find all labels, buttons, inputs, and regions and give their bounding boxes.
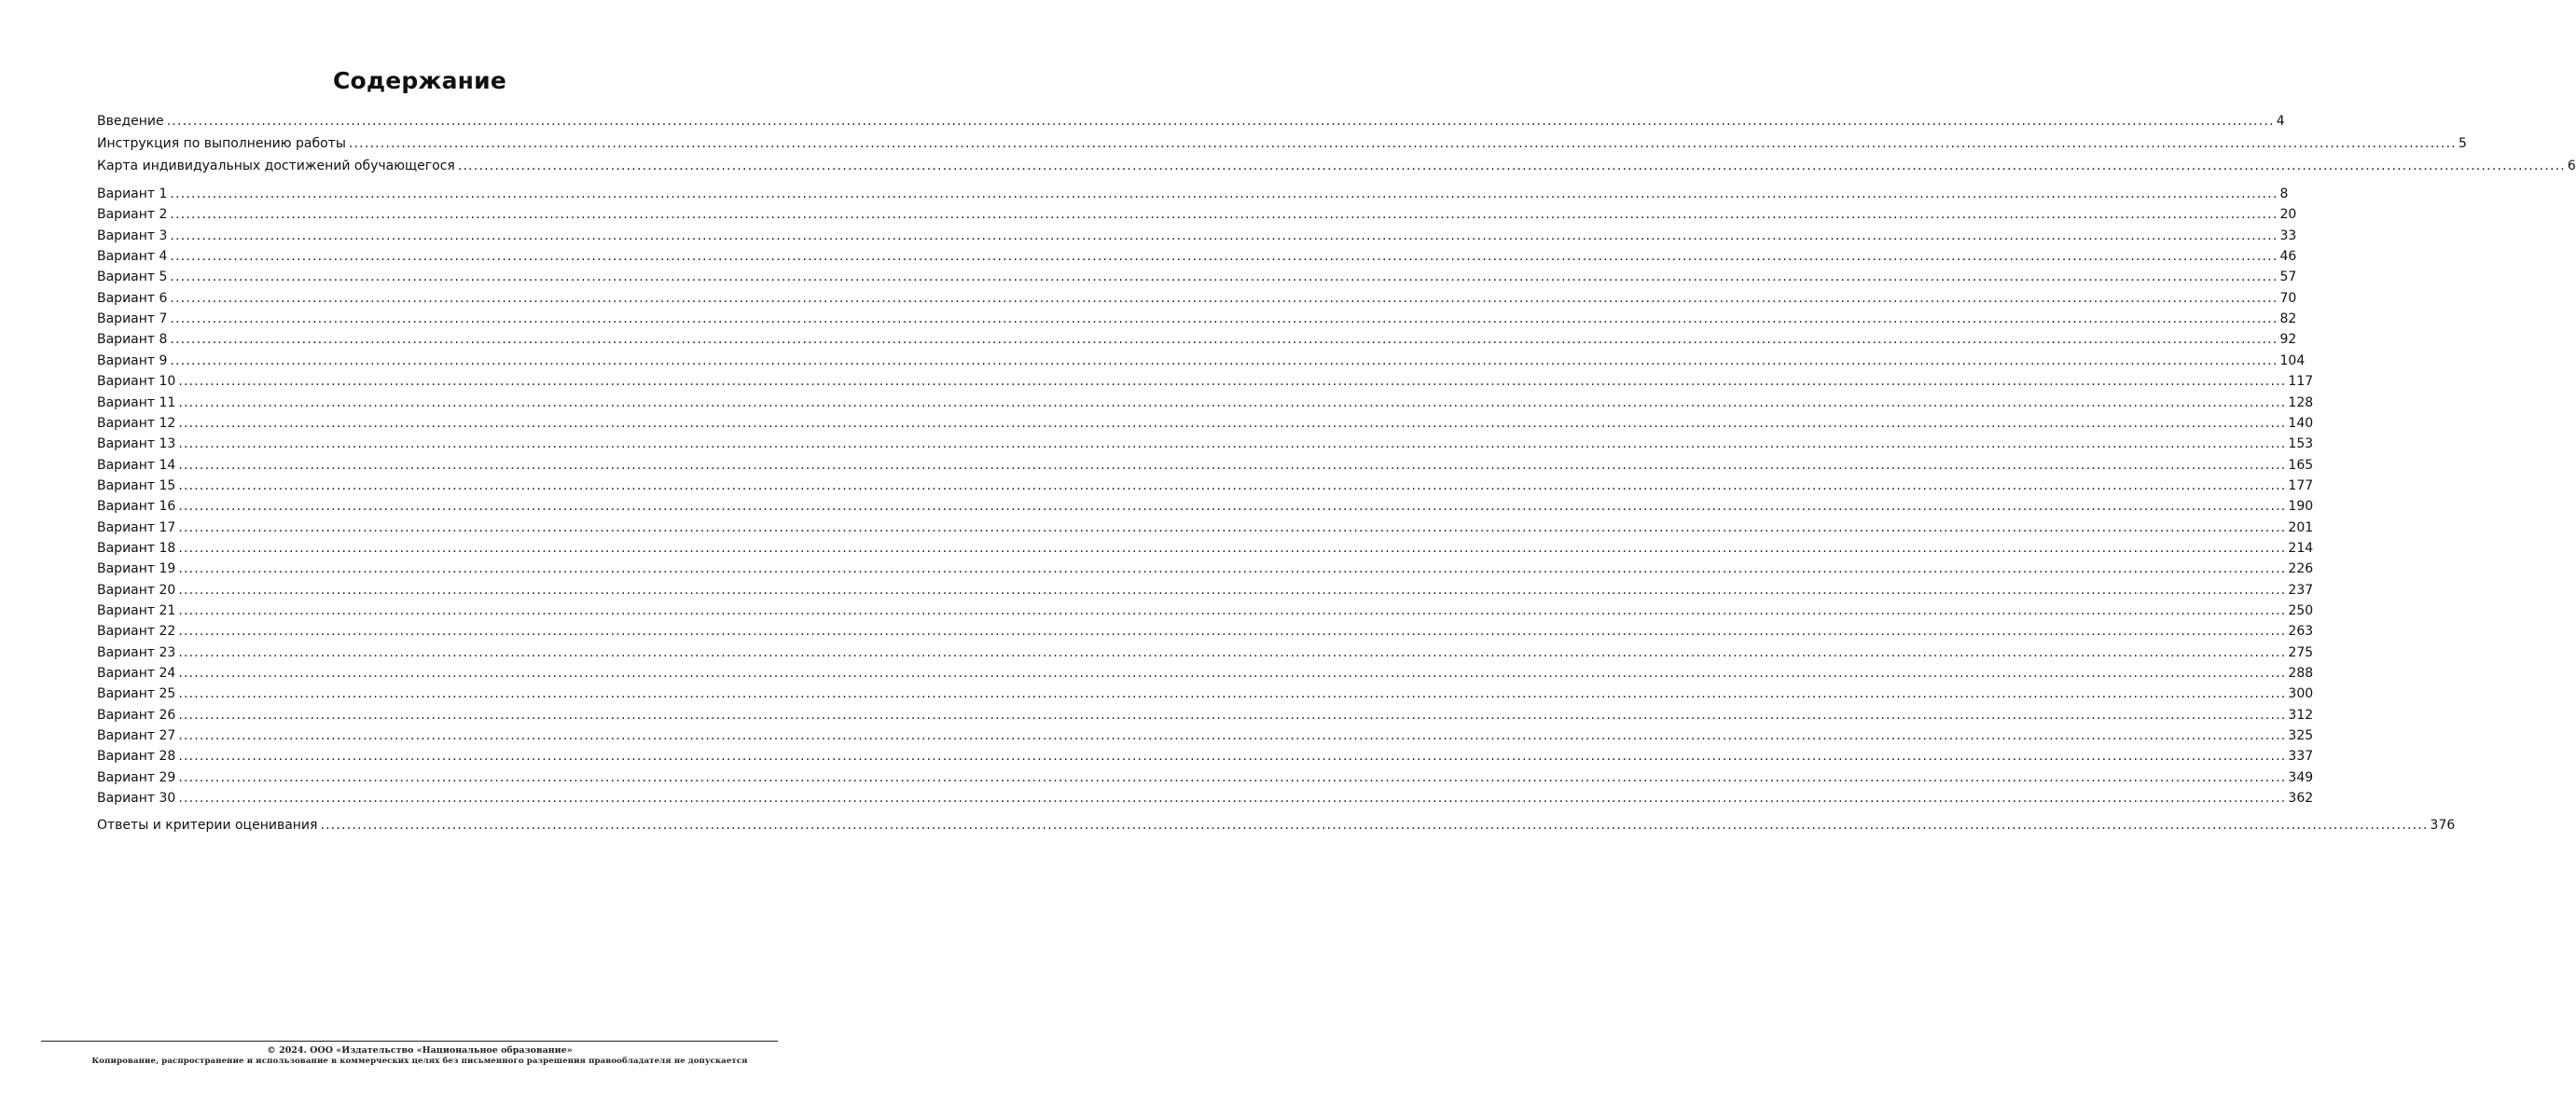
toc-entry-page-number: 104	[2279, 353, 2306, 368]
toc-entry-page-number: 128	[2288, 395, 2314, 410]
toc-entry-label: Вариант 15	[97, 478, 176, 493]
toc-entry-label: Вариант 24	[97, 666, 176, 681]
toc-entry-front	[97, 111, 2285, 131]
toc-entry-variant	[97, 351, 2306, 371]
toc-entry-page-number: 337	[2288, 749, 2314, 764]
toc-entry-page-number: 82	[2279, 311, 2297, 326]
toc-entry-label: Вариант 4	[97, 249, 168, 264]
page-title: Содержание	[332, 67, 507, 94]
toc-leader-dots: ................................................................................................................................................................................................................................................................................................................................................................................................................	[320, 818, 2429, 833]
toc-leader-dots: ................................................................................................................................................................................................................................................................................................................................................................................................................	[348, 136, 2457, 151]
toc-entry-label: Вариант 8	[97, 332, 168, 347]
toc-entry-label: Вариант 9	[97, 353, 168, 368]
toc-entry-label: Вариант 25	[97, 686, 176, 701]
toc-entry-variant	[97, 642, 2314, 663]
toc-entry-variant	[97, 455, 2314, 476]
toc-entry-label: Вариант 29	[97, 770, 176, 785]
toc-entry-page-number: 325	[2288, 728, 2314, 743]
toc-leader-dots: ................................................................................................................................................................................................................................................................................................................................................................................................................	[178, 728, 2287, 743]
toc-entry-label: Вариант 21	[97, 603, 176, 618]
toc-leader-dots: ................................................................................................................................................................................................................................................................................................................................................................................................................	[178, 478, 2287, 493]
toc-leader-dots: ................................................................................................................................................................................................................................................................................................................................................................................................................	[178, 770, 2287, 785]
toc-entry-label: Вариант 6	[97, 291, 168, 306]
toc-entry-page-number: 376	[2430, 818, 2456, 833]
toc-entry-variant	[97, 288, 2297, 309]
footer-notice: Копирование, распространение и использование в коммерческих целях без письменного разрешения правообладателя не допускается	[91, 1057, 748, 1066]
toc-entry-label: Вариант 18	[97, 541, 176, 556]
toc-leader-dots: ................................................................................................................................................................................................................................................................................................................................................................................................................	[178, 395, 2287, 410]
toc-entry-variant	[97, 204, 2297, 225]
toc-entry-label: Вариант 23	[97, 645, 176, 660]
toc-entry-label: Вариант 22	[97, 624, 176, 639]
footer-copyright: © 2024. ООО «Издательство «Национальное образование»	[267, 1045, 573, 1056]
toc-leader-dots: ................................................................................................................................................................................................................................................................................................................................................................................................................	[170, 207, 2278, 222]
toc-entry-label: Вариант 2	[97, 207, 168, 222]
toc-entry-label: Вариант 1	[97, 186, 168, 201]
toc-entry-front	[97, 156, 2576, 176]
toc-entry-label: Вариант 28	[97, 749, 176, 764]
toc-entry-page-number: 250	[2288, 603, 2314, 618]
toc-leader-dots: ................................................................................................................................................................................................................................................................................................................................................................................................................	[178, 603, 2287, 618]
toc-entry-variant	[97, 309, 2297, 329]
toc-entry-label: Ответы и критерии оценивания	[97, 818, 318, 833]
toc-entry-page-number: 140	[2288, 416, 2314, 431]
toc-entry-page-number: 165	[2288, 458, 2314, 473]
toc-entry-front	[97, 133, 2467, 154]
toc-leader-dots: ................................................................................................................................................................................................................................................................................................................................................................................................................	[178, 458, 2287, 473]
toc-leader-dots: ................................................................................................................................................................................................................................................................................................................................................................................................................	[178, 499, 2287, 514]
toc-leader-dots: ................................................................................................................................................................................................................................................................................................................................................................................................................	[178, 583, 2287, 598]
toc-leader-dots: ................................................................................................................................................................................................................................................................................................................................................................................................................	[178, 416, 2287, 431]
toc-leader-dots: ................................................................................................................................................................................................................................................................................................................................................................................................................	[170, 228, 2278, 243]
toc-entry-page-number: 8	[2279, 186, 2289, 201]
toc-entry-label: Вариант 3	[97, 228, 168, 243]
toc-entry-page-number: 177	[2288, 478, 2314, 493]
toc-entry-label: Вариант 26	[97, 708, 176, 723]
toc-entry-variant	[97, 496, 2314, 517]
toc-entry-label: Вариант 14	[97, 458, 176, 473]
toc-entry-page-number: 226	[2288, 561, 2314, 576]
toc-entry-variant	[97, 767, 2314, 788]
toc-leader-dots: ................................................................................................................................................................................................................................................................................................................................................................................................................	[170, 332, 2278, 347]
toc-entry-label: Вариант 20	[97, 583, 176, 598]
toc-entry-page-number: 6	[2567, 159, 2576, 173]
toc-entry-label: Вариант 19	[97, 561, 176, 576]
toc-entry-label: Вариант 16	[97, 499, 176, 514]
toc-entry-variant	[97, 580, 2314, 601]
toc-entry-page-number: 20	[2279, 207, 2297, 222]
toc-entry-variant	[97, 538, 2314, 559]
toc-leader-dots: ................................................................................................................................................................................................................................................................................................................................................................................................................	[178, 561, 2287, 576]
toc-entry-variant	[97, 684, 2314, 704]
toc-leader-dots: ................................................................................................................................................................................................................................................................................................................................................................................................................	[178, 374, 2287, 389]
toc-leader-dots: ................................................................................................................................................................................................................................................................................................................................................................................................................	[178, 624, 2287, 639]
toc-entry-label: Вариант 10	[97, 374, 176, 389]
toc-leader-dots: ................................................................................................................................................................................................................................................................................................................................................................................................................	[170, 269, 2278, 284]
toc-entry-variant	[97, 705, 2314, 725]
toc-entry-variant	[97, 393, 2314, 413]
toc-entry-variant	[97, 184, 2289, 204]
toc-entry-label: Вариант 7	[97, 311, 168, 326]
toc-entry-page-number: 5	[2458, 136, 2467, 151]
toc-leader-dots: ................................................................................................................................................................................................................................................................................................................................................................................................................	[178, 749, 2287, 764]
toc-entry-page-number: 57	[2279, 269, 2297, 284]
toc-entry-page-number: 190	[2288, 499, 2314, 514]
toc-leader-dots: ................................................................................................................................................................................................................................................................................................................................................................................................................	[457, 159, 2566, 173]
toc-entry-label: Вариант 13	[97, 436, 176, 451]
toc-leader-dots: ................................................................................................................................................................................................................................................................................................................................................................................................................	[170, 249, 2278, 264]
toc-leader-dots: ................................................................................................................................................................................................................................................................................................................................................................................................................	[178, 686, 2287, 701]
toc-entry-page-number: 201	[2288, 520, 2314, 535]
toc-entry-page-number: 117	[2288, 374, 2314, 389]
toc-entry-answers	[97, 815, 2456, 836]
toc-entry-variant	[97, 371, 2314, 392]
toc-entry-variant	[97, 267, 2297, 287]
toc-entry-variant	[97, 476, 2314, 496]
toc-entry-variant	[97, 788, 2314, 808]
toc-leader-dots: ................................................................................................................................................................................................................................................................................................................................................................................................................	[170, 186, 2278, 201]
toc-entry-page-number: 237	[2288, 583, 2314, 598]
toc-entry-label: Вариант 12	[97, 416, 176, 431]
toc-entry-label: Вариант 27	[97, 728, 176, 743]
toc-leader-dots: ................................................................................................................................................................................................................................................................................................................................................................................................................	[170, 311, 2278, 326]
toc-leader-dots: ................................................................................................................................................................................................................................................................................................................................................................................................................	[170, 353, 2278, 368]
toc-entry-page-number: 349	[2288, 770, 2314, 785]
toc-entry-variant	[97, 663, 2314, 684]
toc-leader-dots: ................................................................................................................................................................................................................................................................................................................................................................................................................	[178, 541, 2287, 556]
toc-leader-dots: ................................................................................................................................................................................................................................................................................................................................................................................................................	[178, 520, 2287, 535]
toc-entry-label: Вариант 17	[97, 520, 176, 535]
toc-entry-label: Вариант 5	[97, 269, 168, 284]
toc-entry-variant	[97, 559, 2314, 579]
toc-entry-page-number: 214	[2288, 541, 2314, 556]
toc-leader-dots: ................................................................................................................................................................................................................................................................................................................................................................................................................	[178, 666, 2287, 681]
toc-leader-dots: ................................................................................................................................................................................................................................................................................................................................................................................................................	[166, 114, 2275, 129]
toc-leader-dots: ................................................................................................................................................................................................................................................................................................................................................................................................................	[178, 436, 2287, 451]
toc-entry-page-number: 92	[2279, 332, 2297, 347]
toc-entry-page-number: 263	[2288, 624, 2314, 639]
toc-entry-variant	[97, 518, 2314, 538]
toc-entry-variant	[97, 246, 2297, 267]
toc-entry-page-number: 300	[2288, 686, 2314, 701]
toc-entry-page-number: 153	[2288, 436, 2314, 451]
toc-entry-label: Инструкция по выполнению работы	[97, 136, 346, 151]
toc-entry-page-number: 70	[2279, 291, 2297, 306]
toc-leader-dots: ................................................................................................................................................................................................................................................................................................................................................................................................................	[178, 791, 2287, 806]
toc-entry-variant	[97, 746, 2314, 767]
footer-divider	[41, 1041, 778, 1042]
toc-entry-label: Вариант 30	[97, 791, 176, 806]
toc-entry-variant	[97, 329, 2297, 350]
toc-entry-page-number: 312	[2288, 708, 2314, 723]
toc-entry-page-number: 46	[2279, 249, 2297, 264]
toc-entry-label: Вариант 11	[97, 395, 176, 410]
toc-leader-dots: ................................................................................................................................................................................................................................................................................................................................................................................................................	[178, 708, 2287, 723]
toc-entry-page-number: 33	[2279, 228, 2297, 243]
toc-entry-label: Карта индивидуальных достижений обучающегося	[97, 159, 455, 173]
toc-entry-page-number: 288	[2288, 666, 2314, 681]
toc-leader-dots: ................................................................................................................................................................................................................................................................................................................................................................................................................	[178, 645, 2287, 660]
toc-leader-dots: ................................................................................................................................................................................................................................................................................................................................................................................................................	[170, 291, 2278, 306]
toc-entry-page-number: 362	[2288, 791, 2314, 806]
toc-entry-page-number: 4	[2276, 114, 2285, 129]
toc-entry-variant	[97, 226, 2297, 246]
toc-entry-page-number: 275	[2288, 645, 2314, 660]
toc-entry-variant	[97, 725, 2314, 746]
toc-entry-variant	[97, 434, 2314, 454]
toc-entry-label: Введение	[97, 114, 164, 129]
toc-entry-variant	[97, 601, 2314, 621]
toc-entry-variant	[97, 621, 2314, 642]
toc-entry-variant	[97, 413, 2314, 434]
